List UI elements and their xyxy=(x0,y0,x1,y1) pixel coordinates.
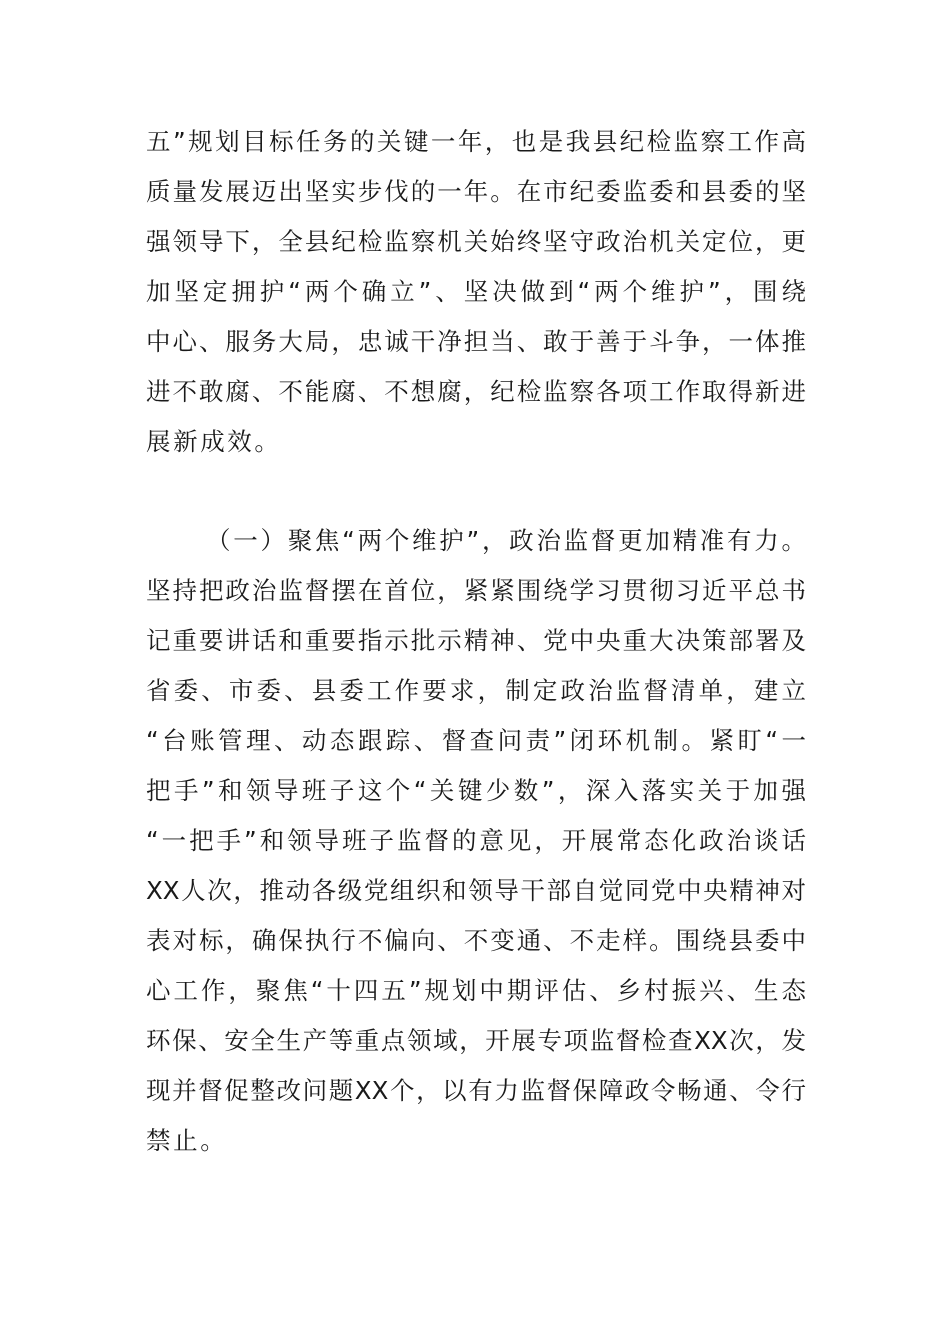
paragraph-1-line: 进不敢腐、不能腐、不想腐，纪检监察各项工作取得新进 xyxy=(146,377,806,406)
paragraph-2-line: 环保、安全生产等重点领域，开展专项监督检查XX次，发 xyxy=(146,1026,806,1055)
section-heading: （一）聚焦“两个维护”，政治监督更加精准有力。 xyxy=(206,526,806,555)
paragraph-1-line: 质量发展迈出坚实步伐的一年。在市纪委监委和县委的坚 xyxy=(146,177,806,206)
paragraph-2-line: 坚持把政治监督摆在首位，紧紧围绕学习贯彻习近平总书 xyxy=(146,576,806,605)
paragraph-2-line: 表对标，确保执行不偏向、不变通、不走样。围绕县委中 xyxy=(146,926,806,955)
paragraph-1-line: 五”规划目标任务的关键一年，也是我县纪检监察工作高 xyxy=(146,127,806,156)
paragraph-2-line: 省委、市委、县委工作要求，制定政治监督清单，建立 xyxy=(146,676,806,705)
paragraph-2-line: 心工作，聚焦“十四五”规划中期评估、乡村振兴、生态 xyxy=(146,976,806,1005)
paragraph-2-line: “台账管理、动态跟踪、督查问责”闭环机制。紧盯“一 xyxy=(146,726,806,755)
paragraph-2-line: 禁止。 xyxy=(146,1126,228,1155)
paragraph-1-line: 加坚定拥护“两个确立”、坚决做到“两个维护”，围绕 xyxy=(146,277,806,306)
paragraph-2-line: XX人次，推动各级党组织和领导干部自觉同党中央精神对 xyxy=(146,876,806,905)
paragraph-2-line: 把手”和领导班子这个“关键少数”，深入落实关于加强 xyxy=(146,776,806,805)
paragraph-2-line: “一把手”和领导班子监督的意见，开展常态化政治谈话 xyxy=(146,826,806,855)
paragraph-2-line: 现并督促整改问题XX个，以有力监督保障政令畅通、令行 xyxy=(146,1076,806,1105)
paragraph-2-line: 记重要讲话和重要指示批示精神、党中央重大决策部署及 xyxy=(146,626,806,655)
paragraph-1-line: 展新成效。 xyxy=(146,427,282,456)
paragraph-1-line: 强领导下，全县纪检监察机关始终坚守政治机关定位，更 xyxy=(146,227,806,256)
paragraph-1-line: 中心、服务大局，忠诚干净担当、敢于善于斗争，一体推 xyxy=(146,327,806,356)
